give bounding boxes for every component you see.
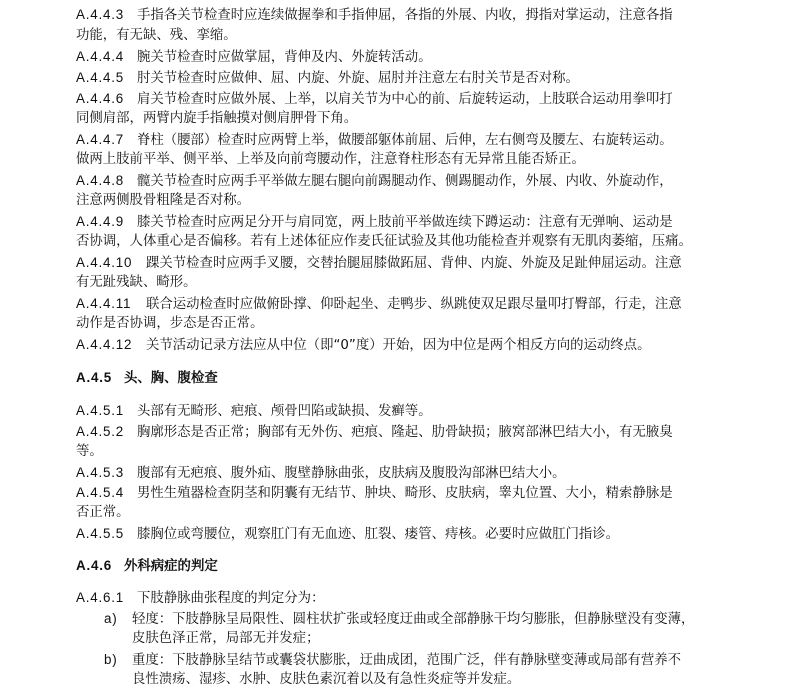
clause-number: A.4.4.10 bbox=[76, 255, 133, 271]
clause-continuation: 有无趾残缺、畸形。 bbox=[76, 275, 197, 291]
list-item-b bbox=[104, 651, 681, 670]
section-heading-a4-6 bbox=[76, 557, 218, 576]
clause-continuation: 同侧肩部，两臂内旋手指触摸对侧肩胛骨下角。 bbox=[76, 110, 358, 126]
clause-number: A.4.5.4 bbox=[76, 485, 125, 501]
section-title: 头、胸、腹检查 bbox=[124, 371, 218, 387]
list-item-text: 轻度：下肢静脉呈局限性、圆柱状扩张或轻度迂曲或全部静脉干均匀膨胀，但静脉壁没有变薄， bbox=[132, 611, 695, 627]
clause-a4-4-10 bbox=[76, 254, 682, 273]
clause-number: A.4.4.3 bbox=[76, 7, 125, 23]
clause-text: 联合运动检查时应做俯卧撑、仰卧起坐、走鸭步、纵跳使双足跟尽量叩打臀部，行走，注意 bbox=[146, 297, 682, 313]
clause-a4-4-8 bbox=[76, 172, 673, 191]
list-item-text: 重度：下肢静脉呈结节或囊袋状膨胀，迂曲成团，范围广泛，伴有静脉壁变薄或局部有营养不 bbox=[132, 652, 682, 668]
clause-continuation: 否协调，人体重心是否偏移。若有上述体征应作麦氏征试验及其他功能检查并观察有无肌肉萎缩，压痛。 bbox=[76, 234, 692, 250]
clause-text: 腹部有无疤痕、腹外疝、腹壁静脉曲张，皮肤病及腹股沟部淋巴结大小。 bbox=[137, 466, 566, 482]
clause-number: A.4.4.8 bbox=[76, 172, 125, 188]
clause-a4-5-4 bbox=[76, 484, 673, 503]
clause-text: 膝胸位或弯腰位，观察肛门有无血迹、肛裂、瘘管、痔核。必要时应做肛门指诊。 bbox=[137, 527, 620, 543]
clause-continuation: 等。 bbox=[76, 444, 103, 460]
clause-number: A.4.5.2 bbox=[76, 424, 125, 440]
clause-text: 手指各关节检查时应连续做握拳和手指伸屈，各指的外展、内收，拇指对掌运动，注意各指 bbox=[137, 8, 673, 24]
clause-text: 头部有无畸形、疤痕、颅骨凹陷或缺损、发癣等。 bbox=[137, 404, 432, 420]
clause-text: 肘关节检查时应做伸、屈、内旋、外旋、屈肘并注意左右肘关节是否对称。 bbox=[137, 71, 579, 87]
clause-a4-5-5 bbox=[76, 525, 619, 544]
section-number: A.4.5 bbox=[76, 370, 113, 386]
clause-continuation: 动作是否协调，步态是否正常。 bbox=[76, 316, 264, 332]
clause-a4-5-1 bbox=[76, 402, 432, 421]
clause-text: 踝关节检查时应两手叉腰，交替抬腿屈膝做跖屈、背伸、内旋、外旋及足趾伸屈运动。注意 bbox=[146, 256, 682, 272]
clause-continuation: 否正常。 bbox=[76, 505, 130, 521]
clause-text: 男性生殖器检查阴茎和阴囊有无结节、肿块、畸形、皮肤病，睾丸位置、大小，精索静脉是 bbox=[137, 486, 673, 502]
clause-text: 膝关节检查时应两足分开与肩同宽，两上肢前平举做连续下蹲运动：注意有无弹响、运动是 bbox=[137, 214, 673, 230]
clause-text: 关节活动记录方法应从中位（即“0”度）开始，因为中位是两个相反方向的运动终点。 bbox=[146, 338, 651, 354]
list-marker: b) bbox=[104, 651, 118, 667]
clause-continuation: 功能，有无缺、残、挛缩。 bbox=[76, 27, 237, 43]
clause-a4-4-12 bbox=[76, 336, 650, 355]
clause-text: 腕关节检查时应做掌屈，背伸及内、外旋转活动。 bbox=[137, 50, 432, 66]
clause-continuation: 注意两侧股骨粗隆是否对称。 bbox=[76, 192, 251, 208]
clause-a4-4-9 bbox=[76, 213, 673, 232]
list-item-continuation: 良性溃疡、湿疹、水肿、皮肤色素沉着以及有急性炎症等并发症。 bbox=[132, 671, 521, 687]
clause-a4-4-7 bbox=[76, 131, 673, 150]
clause-number: A.4.4.5 bbox=[76, 70, 125, 86]
clause-a4-4-4 bbox=[76, 48, 432, 67]
clause-text: 髋关节检查时应两手平举做左腿右腿向前踢腿动作、侧踢腿动作，外展、内收、外旋动作， bbox=[137, 173, 673, 189]
clause-a4-5-2 bbox=[76, 423, 673, 442]
clause-a4-5-3 bbox=[76, 464, 566, 483]
clause-a4-4-6 bbox=[76, 90, 673, 109]
clause-text: 肩关节检查时应做外展、上举，以肩关节为中心的前、后旋转运动，上肢联合运动用拳叩打 bbox=[137, 91, 673, 107]
clause-number: A.4.4.4 bbox=[76, 49, 125, 65]
list-marker: a) bbox=[104, 610, 118, 626]
clause-number: A.4.5.5 bbox=[76, 526, 125, 542]
clause-text: 下肢静脉曲张程度的判定分为： bbox=[137, 591, 325, 607]
clause-number: A.4.5.3 bbox=[76, 465, 125, 481]
section-heading-a4-5 bbox=[76, 369, 218, 388]
section-number: A.4.6 bbox=[76, 558, 113, 574]
section-title: 外科病症的判定 bbox=[124, 559, 218, 575]
clause-number: A.4.5.1 bbox=[76, 403, 125, 419]
list-item-continuation: 皮肤色泽正常，局部无并发症； bbox=[132, 630, 320, 646]
clause-number: A.4.4.9 bbox=[76, 213, 125, 229]
clause-text: 脊柱（腰部）检查时应两臂上举，做腰部躯体前屈、后伸，左右侧弯及腰左、右旋转运动。 bbox=[137, 132, 673, 148]
clause-number: A.4.4.12 bbox=[76, 337, 133, 353]
clause-a4-4-5 bbox=[76, 69, 579, 88]
clause-a4-6-1 bbox=[76, 589, 324, 608]
clause-number: A.4.4.11 bbox=[76, 296, 132, 312]
clause-a4-4-3 bbox=[76, 6, 673, 25]
clause-number: A.4.4.7 bbox=[76, 131, 125, 147]
list-item-a bbox=[104, 610, 694, 629]
clause-continuation: 做两上肢前平举、侧平举、上举及向前弯腰动作，注意脊柱形态有无异常且能否矫正。 bbox=[76, 151, 585, 167]
clause-text: 胸廓形态是否正常；胸部有无外伤、疤痕、隆起、肋骨缺损；腋窝部淋巴结大小，有无腋臭 bbox=[137, 425, 673, 441]
clause-number: A.4.4.6 bbox=[76, 90, 125, 106]
clause-a4-4-11 bbox=[76, 295, 682, 314]
clause-number: A.4.6.1 bbox=[76, 590, 125, 606]
